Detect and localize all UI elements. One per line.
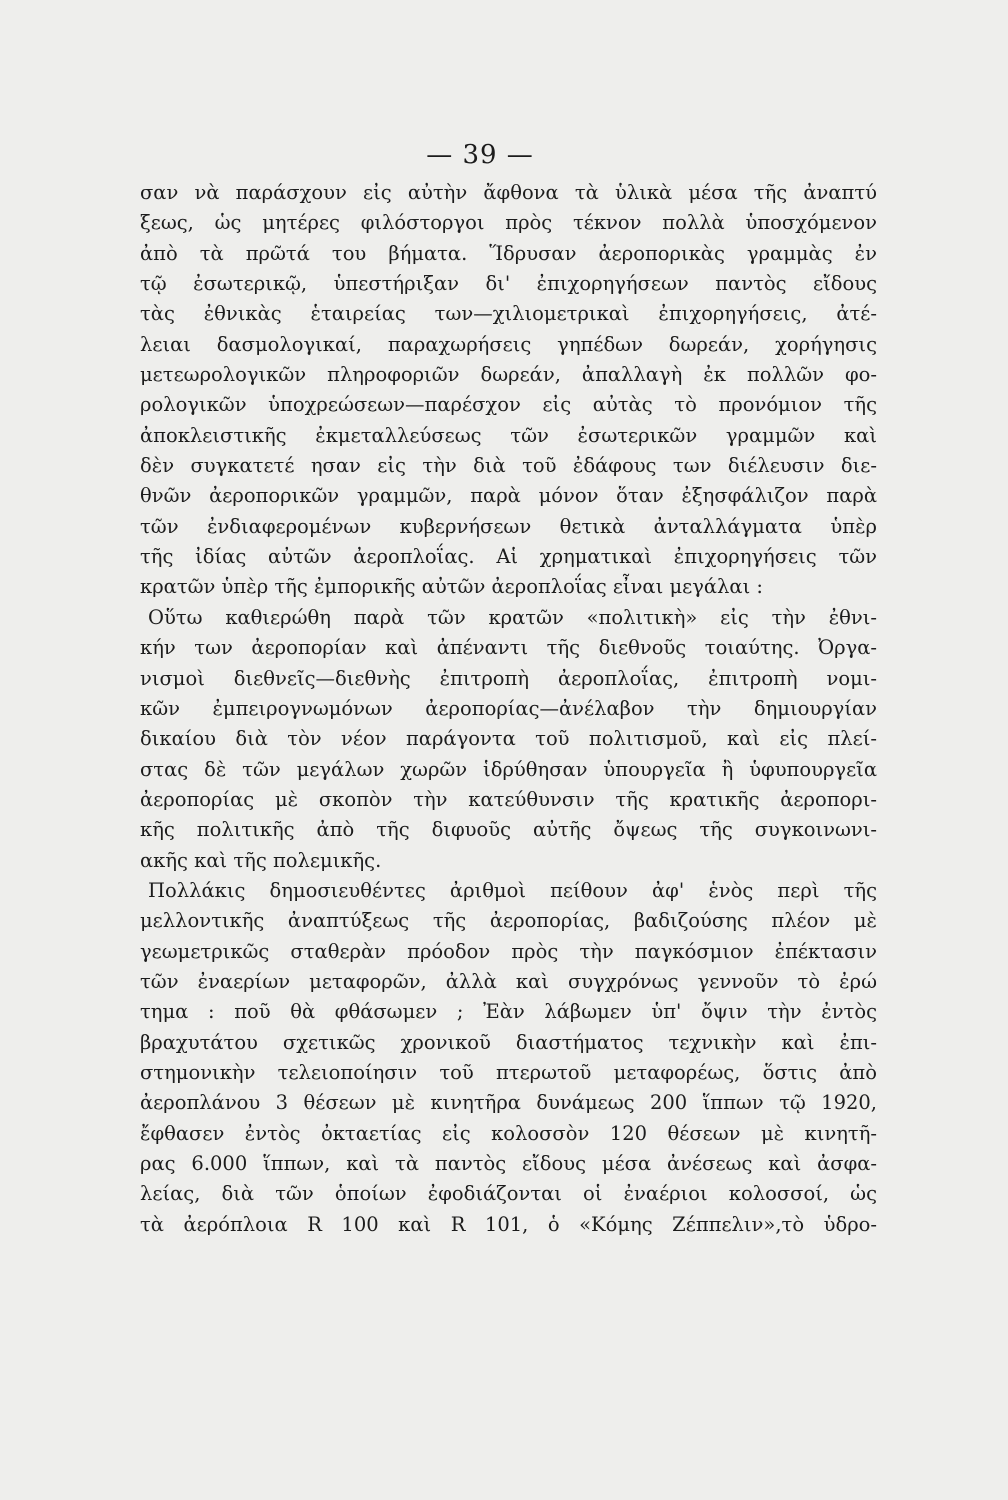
text-line: ξεως, ὡς μητέρες φιλόστοργοι πρὸς τέκνον πολλὰ ὑποσχόμενον: [140, 211, 877, 235]
text-line: τῆς ἰδίας αὐτῶν ἀεροπλοΐας. Αἱ χρηματικαὶ ἐπιχορηγήσεις τῶν: [140, 545, 877, 569]
text-line: κῶν ἐμπειρογνωμόνων ἀεροπορίας—ἀνέλαβον τὴν δημιουργίαν: [140, 696, 877, 720]
text-line: Οὕτω καθιερώθη παρὰ τῶν κρατῶν «πολιτικὴ» εἰς τὴν ἐθνι-: [148, 605, 877, 629]
text-line: ρολογικῶν ὑποχρεώσεων—παρέσχον εἰς αὐτὰς τὸ προνόμιον τῆς: [140, 393, 877, 417]
text-line: γεωμετρικῶς σταθερὰν πρόοδον πρὸς τὴν παγκόσμιον ἐπέκτασιν: [140, 939, 877, 963]
text-line: νισμοὶ διεθνεῖς—διεθνὴς ἐπιτροπὴ ἀεροπλοΐας, ἐπιτροπὴ νομι-: [140, 666, 877, 690]
text-line: λειαι δασμολογικαί, παραχωρήσεις γηπέδων δωρεάν, χορήγησις: [140, 332, 877, 356]
text-line: μελλοντικῆς ἀναπτύξεως τῆς ἀεροπορίας, βαδιζούσης πλέον μὲ: [140, 909, 877, 933]
text-line: ἀπὸ τὰ πρῶτά του βήματα. Ἵδρυσαν ἀεροπορικὰς γραμμὰς ἐν: [140, 241, 877, 265]
text-line: ἀεροπλάνου 3 θέσεων μὲ κινητῆρα δυνάμεως 200 ἵππων τῷ 1920,: [140, 1091, 877, 1115]
text-line: ρας 6.000 ἵππων, καὶ τὰ παντὸς εἴδους μέσα ἀνέσεως καὶ ἀσφα-: [140, 1152, 877, 1175]
page-number: — 39 —: [426, 140, 534, 170]
text-line: δικαίου διὰ τὸν νέον παράγοντα τοῦ πολιτισμοῦ, καὶ εἰς πλεί-: [140, 727, 877, 751]
text-line: θνῶν ἀεροπορικῶν γραμμῶν, παρὰ μόνον ὅταν ἐξησφάλιζον παρὰ: [140, 484, 877, 508]
text-line: δὲν συγκατετέ ησαν εἰς τὴν διὰ τοῦ ἐδάφους των διέλευσιν διε-: [140, 454, 877, 478]
text-line: κῆς πολιτικῆς ἀπὸ τῆς διφυοῦς αὐτῆς ὄψεως τῆς συγκοινωνι-: [140, 818, 877, 842]
text-line: κρατῶν ὑπὲρ τῆς ἐμπορικῆς αὐτῶν ἀεροπλοΐας εἶναι μεγάλαι :: [140, 575, 763, 599]
text-line: σαν νὰ παράσχουν εἰς αὐτὴν ἄφθονα τὰ ὑλικὰ μέσα τῆς ἀναπτύ: [140, 181, 877, 204]
text-line: τημα : ποῦ θὰ φθάσωμεν ; Ἐὰν λάβωμεν ὑπ' ὄψιν τὴν ἐντὸς: [140, 1000, 877, 1024]
text-line: στας δὲ τῶν μεγάλων χωρῶν ἱδρύθησαν ὑπουργεῖα ἢ ὑφυπουργεῖα: [140, 757, 877, 781]
text-line: Πολλάκις δημοσιευθέντες ἀριθμοὶ πείθουν ἀφ' ἑνὸς περὶ τῆς: [148, 878, 877, 902]
text-line: κήν των ἀεροπορίαν καὶ ἀπέναντι τῆς διεθνοῦς τοιαύτης. Ὀργα-: [140, 636, 877, 660]
text-line: μετεωρολογικῶν πληροφοριῶν δωρεάν, ἀπαλλαγὴ ἐκ πολλῶν φο-: [140, 363, 877, 387]
text-line: τὰ ἀερόπλοια R 100 καὶ R 101, ὁ «Κόμης Ζέππελιν»,τὸ ὑδρο-: [140, 1212, 877, 1236]
text-line: τῶν ἐναερίων μεταφορῶν, ἀλλὰ καὶ συγχρόνως γεννοῦν τὸ ἐρώ: [140, 969, 877, 993]
text-line: ἔφθασεν ἐντὸς ὀκταετίας εἰς κολοσσὸν 120 θέσεων μὲ κινητῆ-: [140, 1121, 877, 1145]
text-line: ακῆς καὶ τῆς πολεμικῆς.: [140, 848, 382, 872]
text-line: ἀποκλειστικῆς ἐκμεταλλεύσεως τῶν ἐσωτερικῶν γραμμῶν καὶ: [140, 423, 877, 447]
text-line: τὰς ἐθνικὰς ἑταιρείας των—χιλιομετρικαὶ ἐπιχορηγήσεις, ἀτέ-: [140, 302, 877, 326]
text-line: στημονικὴν τελειοποίησιν τοῦ πτερωτοῦ μεταφορέως, ὅστις ἀπὸ: [140, 1060, 877, 1084]
text-line: λείας, διὰ τῶν ὁποίων ἐφοδιάζονται οἱ ἐναέριοι κολοσσοί, ὡς: [140, 1182, 877, 1206]
text-line: βραχυτάτου σχετικῶς χρονικοῦ διαστήματος τεχνικὴν καὶ ἐπι-: [140, 1030, 877, 1054]
text-line: τῷ ἐσωτερικῷ, ὑπεστήριξαν δι' ἐπιχορηγήσεων παντὸς εἴδους: [140, 272, 877, 296]
text-line: ἀεροπορίας μὲ σκοπὸν τὴν κατεύθυνσιν τῆς κρατικῆς ἀεροπορι-: [140, 787, 877, 811]
text-line: τῶν ἐνδιαφερομένων κυβερνήσεων θετικὰ ἀνταλλάγματα ὑπὲρ: [140, 514, 877, 538]
body-text: [140, 178, 877, 1240]
